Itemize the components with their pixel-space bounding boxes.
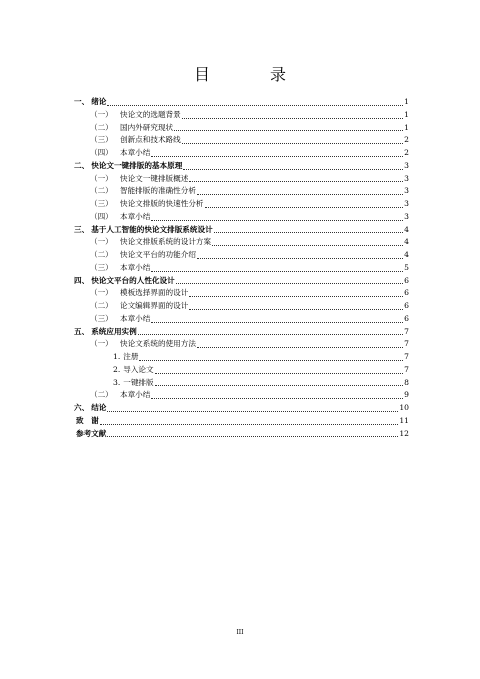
toc-entry-page: 1 [404,97,409,106]
toc-entry-page: 9 [404,390,409,400]
dot-leader [155,385,404,386]
toc-entry-number: 二、 [74,160,90,170]
toc-entry-number: 五、 [74,326,90,336]
toc-entry-text: 国内外研究现状 [120,122,174,132]
toc-entry-page: 4 [404,237,409,247]
toc-entry[interactable] [74,275,409,288]
toc-entry-number: （四） [90,148,113,157]
dot-leader [189,181,403,182]
toc-entry-number: 三、 [74,224,90,234]
toc-entry-text: 创新点和技术路线 [120,135,181,145]
dot-leader [151,156,403,157]
toc-entry-text: 参考文献 [76,428,107,438]
toc-entry-text: 快论文的选题背景 [120,109,181,119]
dot-leader [214,232,403,233]
toc-title: 目 录 [193,65,308,84]
toc-entry-page: 5 [404,262,409,272]
toc-entry-text: 智能排版的准确性分析 [120,186,196,196]
toc-entry-number: （一） [90,339,113,349]
toc-entry[interactable] [74,364,409,377]
toc-entry[interactable] [74,249,409,262]
dot-leader [151,398,403,399]
toc-entry-page: 2 [404,148,409,157]
dot-leader [182,118,403,119]
toc-entry-page: 4 [404,250,409,259]
toc-entry-number: 四、 [74,275,90,285]
dot-leader [151,271,403,272]
toc-entry[interactable] [74,415,409,428]
toc-entry-number: （一） [90,109,113,119]
toc-entry-page: 3 [404,211,409,221]
dot-leader [197,347,403,348]
toc-entry-text: 基于人工智能的快论文排版系统设计 [91,224,213,234]
toc-entry-page: 7 [404,352,409,361]
dot-leader [107,105,403,106]
toc-entry-text: 快论文排版的快速性分析 [120,199,204,208]
toc-entry-number: 一、 [74,97,90,106]
toc-entry[interactable] [74,351,409,364]
toc-entry[interactable] [74,428,409,441]
toc-entry-number: （三） [90,262,113,272]
toc-entry-number: （二） [90,250,113,259]
toc-entry-text: 本章小结 [120,313,151,323]
toc-entry[interactable] [74,109,409,122]
dot-leader [205,207,404,208]
dot-leader [139,360,403,361]
table-of-contents [74,96,409,440]
toc-entry[interactable] [74,134,409,147]
toc-entry-page: 3 [404,186,409,196]
toc-entry-text: 快论文系统的使用方法 [120,339,196,349]
toc-entry[interactable] [74,402,409,415]
toc-entry-text: 快论文一键排版的基本原理 [91,160,183,170]
toc-entry-page: 7 [404,339,409,349]
toc-entry-number: （三） [90,199,113,208]
toc-entry[interactable] [74,185,409,198]
toc-entry-number: （一） [90,288,113,298]
dot-leader [189,296,403,297]
toc-entry-number: 六、 [74,403,90,412]
toc-entry-text: 绪论 [91,97,107,106]
toc-entry-number: （二） [90,390,113,400]
toc-entry[interactable] [74,287,409,300]
toc-entry[interactable] [74,173,409,186]
toc-entry-text: 导入论文 [123,364,154,374]
toc-entry[interactable] [74,211,409,224]
toc-entry[interactable] [74,389,409,402]
toc-entry-page: 6 [404,275,409,285]
dot-leader [107,411,398,412]
toc-entry-text: 论文编辑界面的设计 [120,301,189,310]
dot-leader [138,334,403,335]
toc-entry-number: （三） [90,135,113,145]
toc-entry-text: 结论 [91,403,107,412]
toc-entry-number: （一） [90,173,113,183]
toc-entry-text: 模板选择界面的设计 [120,288,189,298]
toc-entry-number: 3. [113,377,121,387]
toc-entry-text: 致 谢 [76,415,99,425]
toc-entry-text: 快论文一键排版概述 [120,173,189,183]
toc-entry[interactable] [74,313,409,326]
toc-entry-page: 10 [399,403,409,412]
page-number: III [236,629,244,636]
toc-entry-text: 系统应用实例 [91,326,137,336]
toc-entry-page: 8 [404,377,409,387]
toc-entry-page: 4 [404,224,409,234]
toc-entry[interactable] [74,338,409,351]
toc-entry-page: 7 [404,326,409,336]
toc-entry[interactable] [74,377,409,390]
toc-entry[interactable] [74,236,409,249]
toc-entry-page: 2 [404,135,409,145]
toc-entry-page: 1 [404,109,409,119]
dot-leader [107,436,398,437]
toc-entry[interactable] [74,122,409,135]
dot-leader [100,424,399,425]
toc-entry-number: （二） [90,301,113,310]
toc-entry-page: 6 [404,288,409,298]
dot-leader [197,194,403,195]
toc-entry-text: 快论文排版系统的设计方案 [120,237,212,247]
toc-entry-page: 12 [399,428,409,438]
dot-leader [182,143,403,144]
dot-leader [189,309,403,310]
toc-entry-number: （二） [90,186,113,196]
dot-leader [176,283,403,284]
dot-leader [151,220,403,221]
toc-entry[interactable] [74,326,409,339]
dot-leader [183,169,403,170]
toc-entry-text: 本章小结 [120,148,151,157]
toc-entry-text: 本章小结 [120,390,151,400]
toc-entry-number: （一） [90,237,113,247]
toc-entry-text: 注册 [123,352,139,361]
dot-leader [212,245,403,246]
toc-entry-number: 2. [113,364,121,374]
toc-entry-page: 3 [404,199,409,208]
toc-entry-page: 1 [404,122,409,132]
toc-entry-text: 快论文平台的功能介绍 [120,250,196,259]
toc-entry[interactable] [74,96,409,109]
toc-entry-text: 快论文平台的人性化设计 [91,275,175,285]
toc-entry-page: 6 [404,301,409,310]
dot-leader [174,130,403,131]
toc-entry[interactable] [74,160,409,173]
toc-entry-number: 1. [113,352,121,361]
toc-entry-text: 一键排版 [123,377,154,387]
toc-entry[interactable] [74,300,409,313]
toc-entry-text: 本章小结 [120,211,151,221]
dot-leader [197,258,403,259]
toc-entry-number: （四） [90,211,113,221]
toc-entry-page: 6 [404,313,409,323]
toc-entry-page: 11 [399,415,409,425]
toc-entry[interactable] [74,147,409,160]
toc-entry[interactable] [74,224,409,237]
toc-entry-page: 3 [404,160,409,170]
dot-leader [151,322,403,323]
toc-entry-page: 7 [404,364,409,374]
dot-leader [155,373,404,374]
toc-entry-number: （三） [90,313,113,323]
toc-entry[interactable] [74,198,409,211]
toc-entry[interactable] [74,262,409,275]
toc-entry-number: （二） [90,122,113,132]
toc-entry-page: 3 [404,173,409,183]
toc-entry-text: 本章小结 [120,262,151,272]
